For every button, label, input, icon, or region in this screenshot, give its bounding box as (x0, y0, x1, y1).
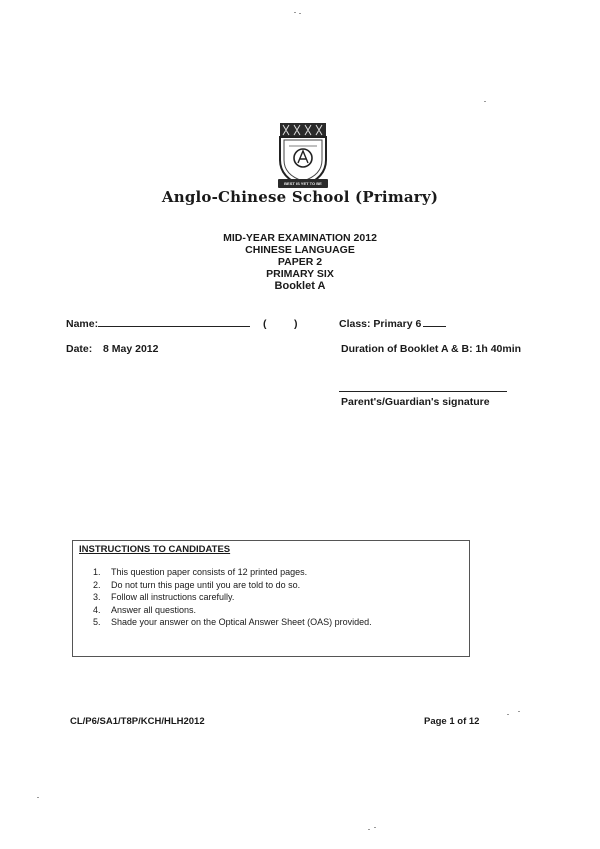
register-number-close-paren: ) (294, 318, 298, 330)
exam-paper: PAPER 2 (277, 256, 323, 268)
register-number-open-paren: ( (263, 318, 267, 330)
signature-label: Parent's/Guardian's signature (341, 396, 490, 408)
scan-speck (294, 12, 296, 13)
instructions-box (72, 540, 470, 657)
exam-level: PRIMARY SIX (266, 268, 334, 280)
instructions-title: INSTRUCTIONS TO CANDIDATES (79, 544, 231, 555)
exam-title: MID-YEAR EXAMINATION 2012 (223, 232, 377, 244)
instruction-item: 1. This question paper consists of 12 printed pages. (93, 567, 308, 577)
school-name: Anglo-Chinese School (Primary) (161, 188, 439, 206)
instruction-item: 5. Shade your answer on the Optical Answer Sheet (OAS) provided. (93, 617, 372, 627)
exam-subject: CHINESE LANGUAGE (245, 244, 355, 256)
scan-speck (368, 829, 370, 830)
instruction-item: 3. Follow all instructions carefully. (93, 592, 235, 602)
name-field[interactable] (66, 318, 250, 330)
scan-speck (484, 101, 486, 102)
exam-booklet: Booklet A (274, 280, 326, 292)
scan-speck (299, 13, 301, 14)
signature-line[interactable] (339, 391, 507, 392)
crest-banner-text: BEST IS YET TO BE (284, 181, 322, 186)
instructions-list (93, 566, 372, 629)
duration-text: Duration of Booklet A & B: 1h 40min (341, 343, 522, 355)
name-blank[interactable] (98, 326, 250, 327)
scan-speck (37, 797, 39, 798)
date-value: 8 May 2012 (103, 343, 159, 355)
scan-speck (507, 714, 509, 715)
paper-code: CL/P6/SA1/T8P/KCH/HLH2012 (70, 716, 205, 727)
class-blank[interactable] (423, 326, 446, 327)
school-crest (274, 120, 332, 194)
instruction-item: 2. Do not turn this page until you are told to do so. (93, 579, 301, 590)
class-label: Class: Primary 6 (339, 318, 422, 330)
exam-title-block (0, 232, 600, 292)
name-label: Name: (66, 318, 99, 330)
instruction-item: 4. Answer all questions. (93, 604, 197, 615)
date-label: Date: (66, 343, 93, 355)
scan-speck (374, 827, 376, 828)
scan-speck (518, 711, 520, 712)
class-field[interactable] (339, 318, 446, 330)
page-number: Page 1 of 12 (424, 716, 480, 727)
